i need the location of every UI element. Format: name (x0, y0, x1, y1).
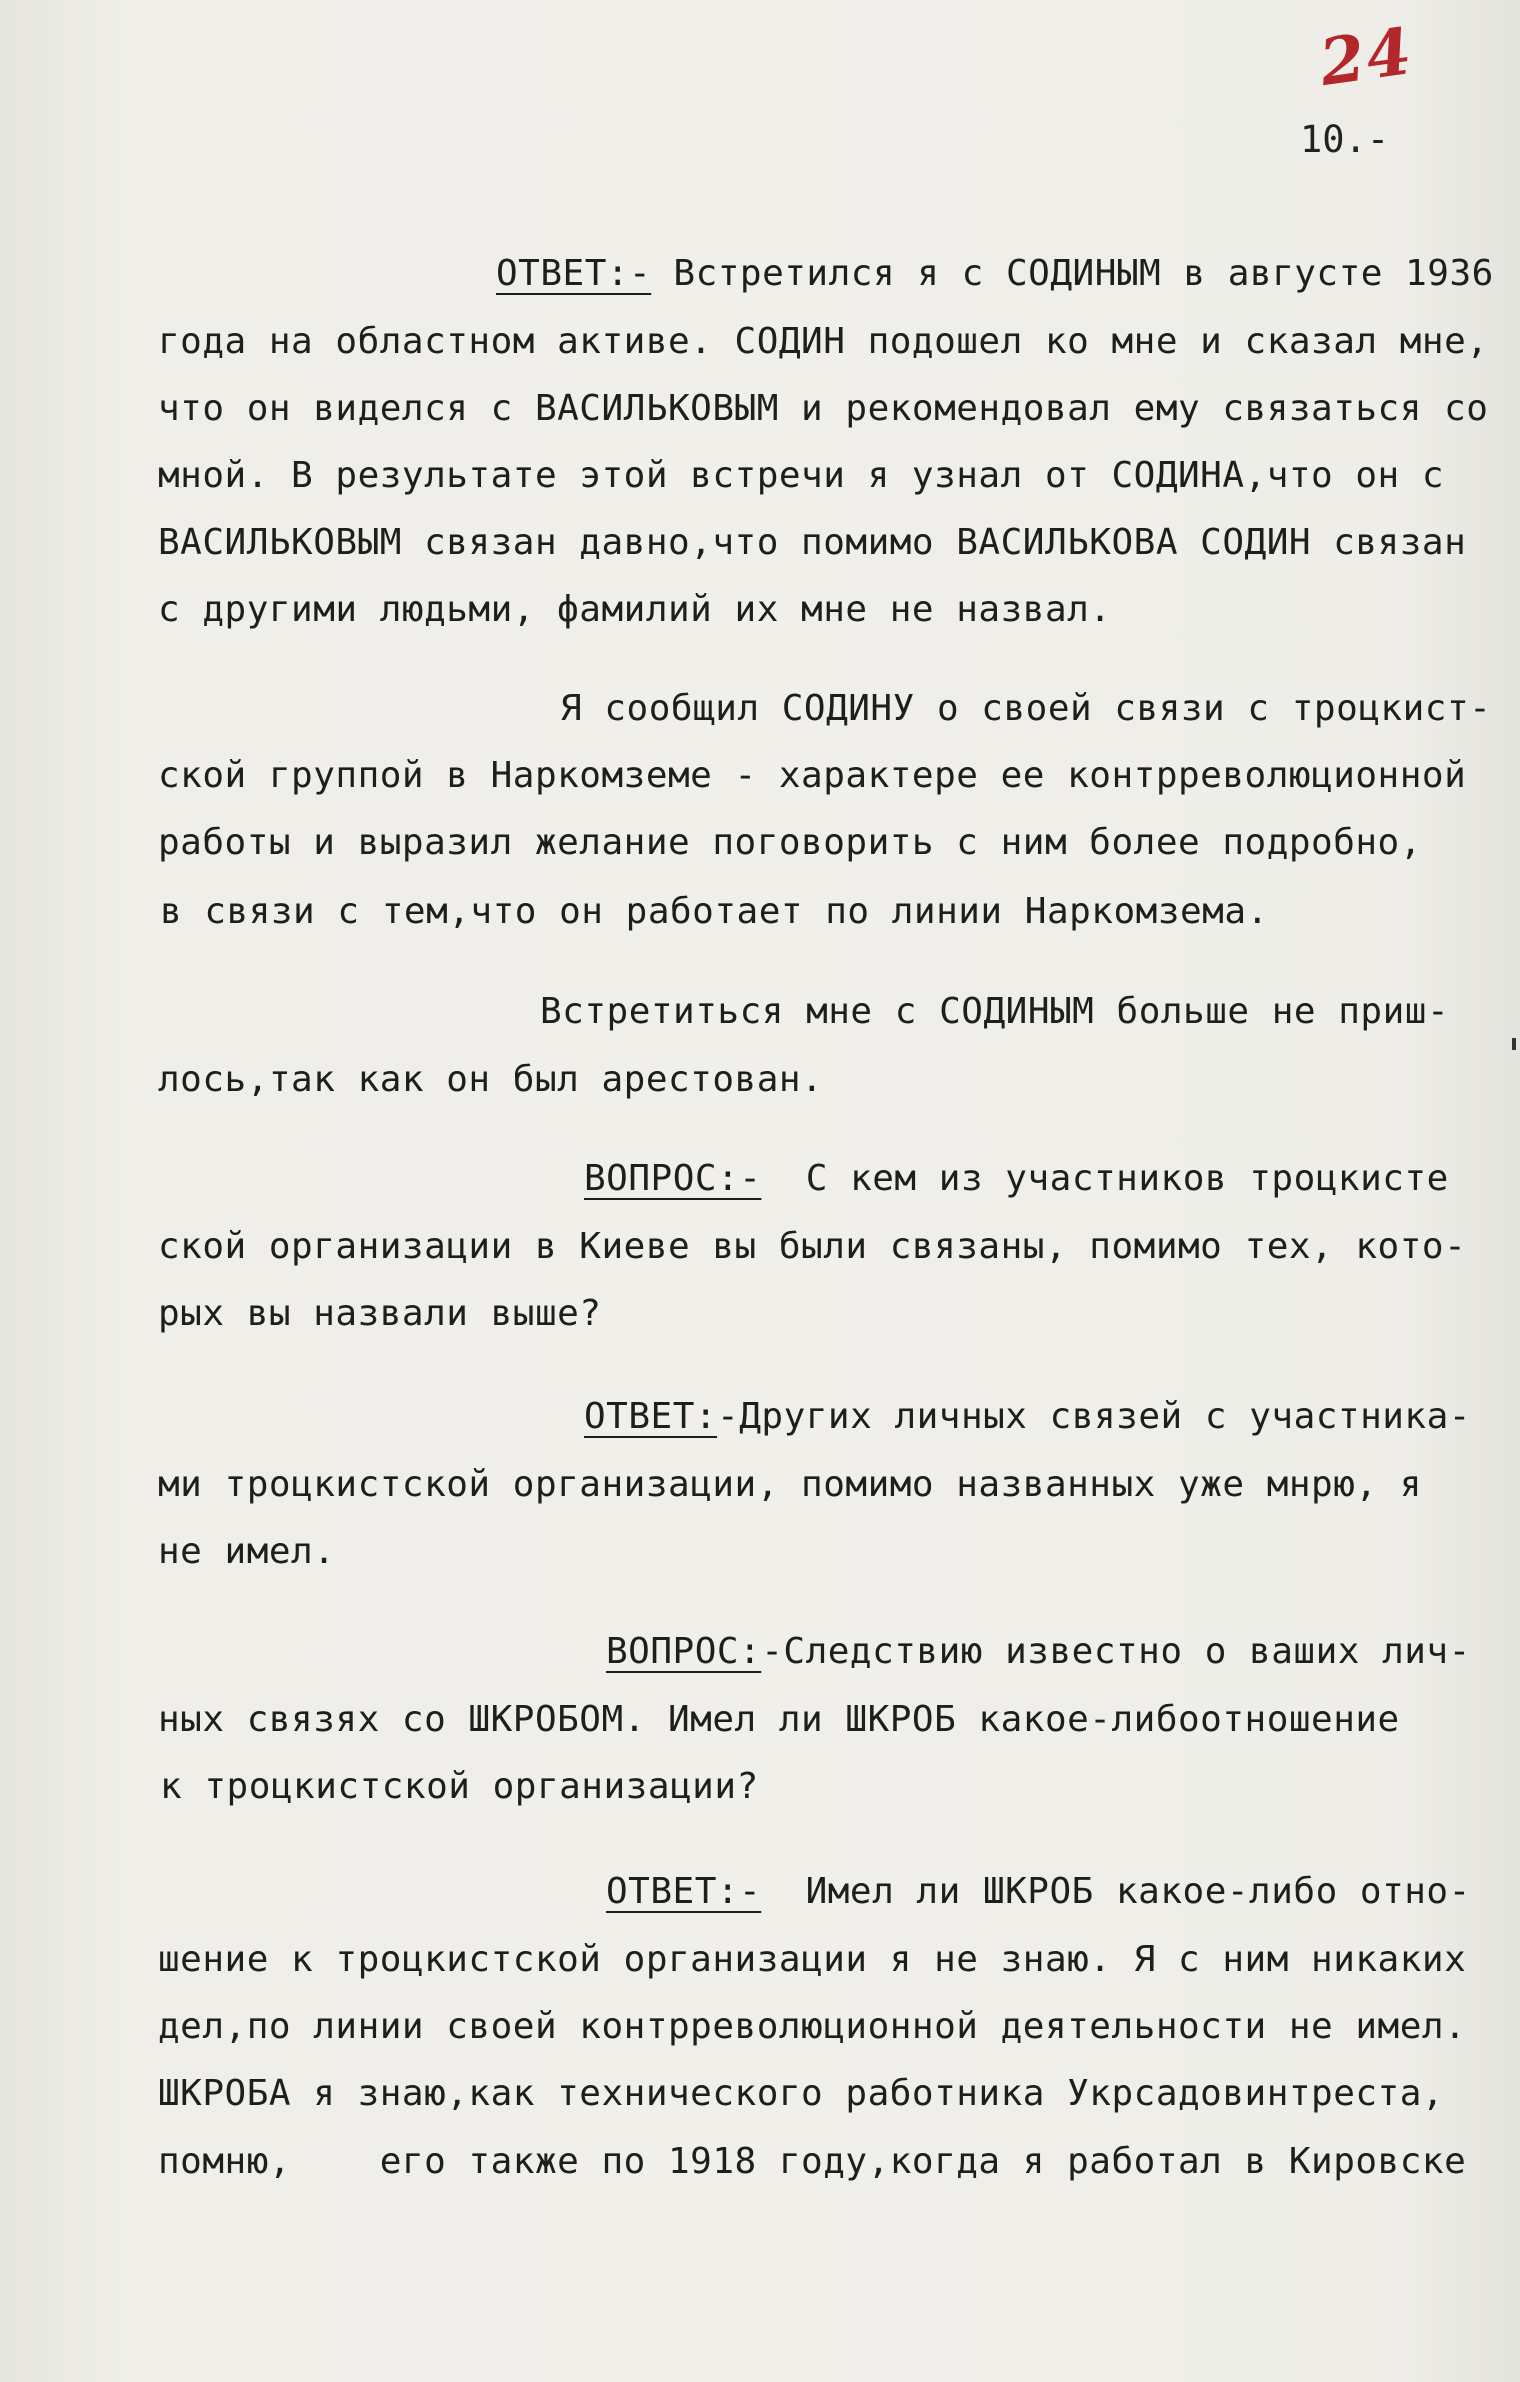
answer-label: ОТВЕТ:- (496, 253, 652, 294)
text-line: ВОПРОС:-Следствию известно о ваших лич- (606, 1631, 1471, 1672)
text-line: ОТВЕТ:- Встретился я с СОДИНЫМ в августе 1936 (496, 253, 1494, 294)
text-line: ШКРОБА я знаю,как технического работника Укрсадовинтреста, (158, 2073, 1445, 2114)
page-number: 10.- (1300, 118, 1390, 161)
text-line: не имел. (158, 1531, 336, 1572)
handwritten-folio-number: 24 (1315, 13, 1418, 102)
text-line: с другими людьми, фамилий их мне не назвал. (158, 589, 1112, 630)
text-line: в связи с тем,что он работает по линии Наркомзема. (160, 891, 1269, 932)
text-line: что он виделся с ВАСИЛЬКОВЫМ и рекомендовал ему связаться со (158, 388, 1489, 429)
text-line: ВАСИЛЬКОВЫМ связан давно,что помимо ВАСИЛЬКОВА СОДИН связан (158, 522, 1467, 563)
text-line: ОТВЕТ:- Имел ли ШКРОБ какое-либо отно- (606, 1871, 1471, 1912)
text-line: Встретиться мне с СОДИНЫМ больше не приш- (540, 991, 1450, 1032)
answer-label: ОТВЕТ: (584, 1396, 718, 1437)
question-label: ВОПРОС: (606, 1631, 762, 1672)
text-line: работы и выразил желание поговорить с ним более подробно, (158, 822, 1422, 863)
text-line: мной. В результате этой встречи я узнал от СОДИНА,что он с (158, 455, 1445, 496)
text-line: к троцкистской организации? (160, 1766, 759, 1807)
text-line: Я сообщил СОДИНУ о своей связи с троцкист- (560, 688, 1492, 729)
text-line: шение к троцкистской организации я не знаю. Я с ним никаких (158, 1939, 1467, 1980)
text-line: года на областном активе. СОДИН подошел ко мне и сказал мне, (158, 321, 1489, 362)
text-line: рых вы назвали выше? (158, 1293, 602, 1334)
text-line: ОТВЕТ:-Других личных связей с участника- (584, 1396, 1471, 1437)
text-line: помню, его также по 1918 году,когда я работал в Кировске (158, 2141, 1467, 2182)
answer-label: ОТВЕТ:- (606, 1871, 762, 1912)
text-line: ных связях со ШКРОБОМ. Имел ли ШКРОБ какое-либоотношение (158, 1699, 1400, 1740)
text-line: ской группой в Наркомземе - характере ее контрреволюционной (158, 755, 1467, 796)
text-line: ской организации в Киеве вы были связаны, помимо тех, кото- (158, 1226, 1467, 1267)
text-line: лось,так как он был арестован. (158, 1059, 824, 1100)
page-edge-mark (1512, 1038, 1516, 1050)
text-line: ВОПРОС:- С кем из участников троцкисте (584, 1158, 1449, 1199)
text-line: дел,по линии своей контрреволюционной деятельности не имел. (158, 2006, 1467, 2047)
text-line: ми троцкистской организации, помимо названных уже мнрю, я (158, 1464, 1422, 1505)
question-label: ВОПРОС:- (584, 1158, 762, 1199)
